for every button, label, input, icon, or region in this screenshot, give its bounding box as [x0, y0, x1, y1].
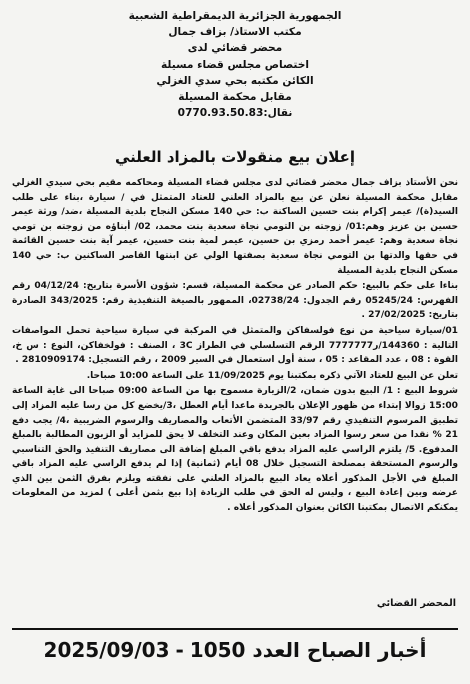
notice-title: إعلان بيع منقولات بالمزاد العلني: [114, 148, 356, 166]
signature: المحضر القضائي: [376, 598, 456, 609]
header-line: اختصاص مجلس قضاء مسيلة: [161, 58, 309, 71]
body-paragraph-judgment: بناءا على حكم بالبيع: حكم الصادر عن محكمة المسيلة، قسم: شؤون الأسرة بتاريخ: 04/12/24 رقم الفهرس: 05245/24 رقم الجدول: 02738/24، الممهور بالصيغة التنفيذية رقم: 343/2025 الصادرة بتاريخ: 27/02/2025 .: [12, 281, 459, 321]
footer-separator: -: [175, 638, 184, 662]
body-paragraph-intro: نحن الأستاذ بزاف جمال محضر قضائي لدى مجلس قضاء المسيلة ومحاكمه مقيم بحي سيدي الغزلي مقابل محكمة المسيلة نعلن عن بيع بالمزاد العلني للعتاد المتمثل في / سيارة ،بناء على طلب السيد(ة)/ عيمر إكرام بنت حسين الساكنة ب: حي 140 مسكن النجاح بلدية المسيلة ،ضد/ ورثة عيمر حسين بن عزيز وهم:01/ زوجته بن التومي نجاة سعدية بنت محمد، 02/ أبناؤه من زوجته بن تومي نجاة سعدية وهم: عيمر أحمد رمزي بن حسين، عيمر لمية بنت حسين، عيمر آية بنت حسين القائمة في حقها والدتها بن التومي نجاة سعدية بصفتها الولي عن ابنتها القاصر الساكنين ب: حي 140 مسكن النجاح بلدية المسيلة: [12, 178, 458, 276]
header-line: الجمهورية الجزائرية الديمقراطية الشعبية: [128, 10, 342, 22]
header-phone: نقال:0770.93.50.83: [177, 107, 293, 120]
body-paragraph-conditions: شروط البيع : 1/ البيع بدون ضمان، 2/الزيارة مسموح بها من الساعة 09:00 صباحا الى غاية الساعة 15:00 زوالا إبتداء من ظهور الإعلان بالجريدة ماعدا أيام العطل ،3/يخضع كل من رسا عليه المزاد إلى تطبيق المرسوم التنفيذي رقم 33/97 المتضمن الأتعاب والمصاريف والرسوم الضريبية ،4/ يجب دفع 21 % نقدا من سعر رسوا المزاد بعين المكان وعند التخلف لا يحق للمزايد أو الزبون المطالبة بالمبلغ المدفوع. 5/ يلتزم الراسي عليه المزاد بدفع باقي المبلغ إضافة الى مصاريف التنفيذ والحق التناسبي والرسوم المستحقة بمصلحة التسجيل خلال 08 أيام (ثمانية) إذا لم يدفع الراسي عليه المزاد باقي المبلغ في الأجل المذكور أعلاه يعاد البيع بالمزاد العلني على نفقته ويلزم بفرق الثمن بين الذي عرضه وبين إعادة البيع ، وليس له الحق في طلب الزيادة إذا بيع بثمن أعلى ) لمزيد من المعلومات يمكنكم الاتصال بمكتبنا الكائن بعنوان المذكور أعلاه .: [12, 386, 459, 514]
header-line: الكائن مكتبه بحي سدي الغزلي: [156, 74, 314, 87]
newspaper-footer: [12, 628, 458, 670]
header-line: مقابل محكمة المسيلة: [178, 91, 292, 104]
header-line: محضر قضائي لدى: [187, 42, 283, 55]
publication-date: 2025/09/03: [43, 638, 170, 662]
notice-body: [12, 176, 458, 517]
header-line: مكتب الاستاذ/ بزاف جمال: [168, 26, 302, 39]
newspaper-name-issue: أخبار الصباح العدد 1050: [189, 638, 427, 662]
notice-header: [0, 8, 470, 121]
body-paragraph-vehicle: 01/سيارة سياحية من نوع فولسفاكن والمتمثل في المركبة في سيارة سياحية تحمل المواصفات التالية : 144360/ر7777777 الرقم التسلسلي في الطراز 3C ، الصنف : فولخفاكن، النوع : س خ، القوة : 08 ، عدد المقاعد : 05 ، سنة أول استعمال في السير 2009 ، رقم التسجيل: 2810909174 .: [12, 325, 458, 366]
body-paragraph-sale-date: تعلن عن البيع للعتاد الآتي ذكره بمكتبنا يوم 11/09/2025 على الساعة 10:00 صباحا.: [86, 370, 458, 381]
